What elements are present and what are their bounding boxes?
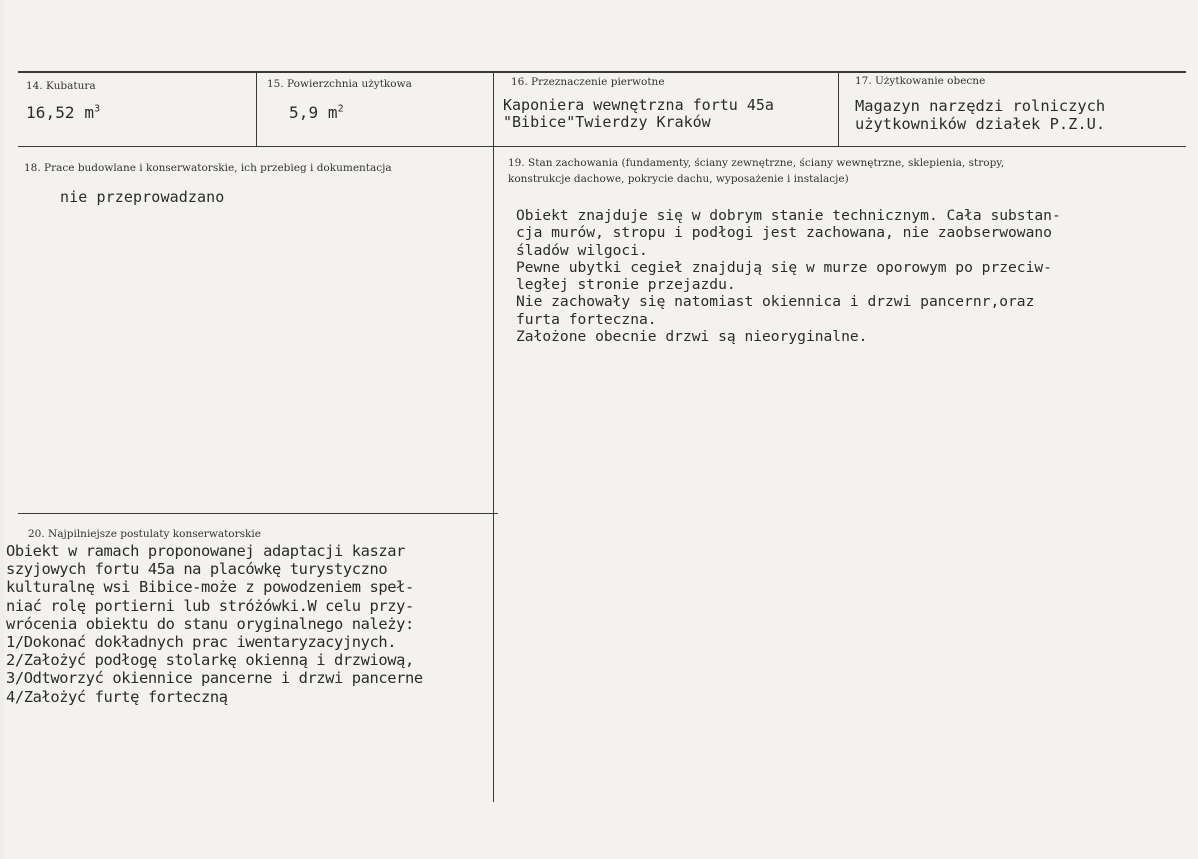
- kubatura-value: 16,52 m: [26, 103, 95, 122]
- field-16-label: 16. Przeznaczenie pierwotne: [511, 76, 665, 88]
- field-19-line: ległej stronie przejazdu.: [516, 276, 736, 294]
- field-20-line: Obiekt w ramach proponowanej adaptacji kaszar: [6, 542, 405, 560]
- field-15-label: 15. Powierzchnia użytkowa: [267, 78, 412, 90]
- col-divider-2: [493, 72, 494, 802]
- area-unit-exponent: 2: [337, 103, 344, 115]
- field-20-line: kulturalnę wsi Bibice-może z powodzeniem speł-: [6, 578, 414, 597]
- row2-bottom-rule: [18, 513, 498, 514]
- field-19-line: Nie zachowały się natomiast okiennica i drzwi pancernr,oraz: [516, 293, 1035, 311]
- row1-bottom-rule: [18, 146, 1186, 147]
- kubatura-unit-exponent: 3: [94, 103, 101, 115]
- field-20-line: 3/Odtworzyć okiennice pancerne i drzwi pancerne: [6, 669, 423, 688]
- field-19-line: Założone obecnie drzwi są nieoryginalne.: [516, 328, 868, 346]
- field-17-label: 17. Użytkowanie obecne: [855, 75, 986, 87]
- field-19-label-line-1: 19. Stan zachowania (fundamenty, ściany zewnętrzne, ściany wewnętrzne, sklepienia, stropy,: [508, 157, 1005, 169]
- field-19-line: śladów wilgoci.: [516, 241, 648, 259]
- field-16-line: Kaponiera wewnętrzna fortu 45a: [503, 96, 774, 114]
- field-19-line: Obiekt znajduje się w dobrym stanie technicznym. Cała substan-: [516, 207, 1061, 224]
- field-19-line: furta forteczna.: [516, 310, 657, 328]
- field-16-line: "Bibice"Twierdzy Kraków: [503, 113, 711, 131]
- field-19-line: Pewne ubytki cegieł znajdują się w murze oporowym po przeciw-: [516, 258, 1052, 276]
- document-page: [4, 0, 1198, 859]
- top-rule: [18, 71, 1186, 73]
- field-20-line: niać rolę portierni lub stróżówki.W celu przy-: [6, 596, 414, 615]
- field-17-line: Magazyn narzędzi rolniczych: [855, 97, 1106, 115]
- field-20-line: 1/Dokonać dokładnych prac iwentaryzacyjnych.: [6, 633, 397, 652]
- field-14-label: 14. Kubatura: [26, 80, 96, 92]
- col-divider-3: [838, 72, 839, 147]
- field-20-value: [6, 542, 423, 706]
- field-20-line: 4/Założyć furtę forteczną: [6, 687, 228, 706]
- field-16-value: [503, 97, 774, 131]
- area-value: 5,9 m: [289, 103, 338, 122]
- field-19-line: cja murów, stropu i podłogi jest zachowana, nie zaobserwowano: [516, 224, 1052, 242]
- field-20-line: 2/Założyć podłogę stolarkę okienną i drzwiową,: [6, 651, 414, 670]
- field-19-label-line-2: konstrukcje dachowe, pokrycie dachu, wyposażenie i instalacje): [508, 173, 849, 185]
- field-17-value: [855, 97, 1105, 133]
- field-14-value: [26, 103, 100, 122]
- field-20-label: 20. Najpilniejsze postulaty konserwatorskie: [28, 528, 261, 540]
- field-17-line: użytkowników działek P.Z.U.: [855, 115, 1106, 133]
- field-20-line: szyjowych fortu 45a na placówkę turystyczno: [6, 560, 388, 579]
- field-19-value: [516, 207, 1061, 345]
- col-divider-1: [256, 72, 257, 147]
- field-15-value: [289, 103, 344, 122]
- field-20-line: wrócenia obiektu do stanu oryginalnego należy:: [6, 614, 414, 633]
- field-18-label: 18. Prace budowlane i konserwatorskie, ich przebieg i dokumentacja: [24, 162, 392, 174]
- field-18-value: nie przeprowadzano: [60, 188, 225, 206]
